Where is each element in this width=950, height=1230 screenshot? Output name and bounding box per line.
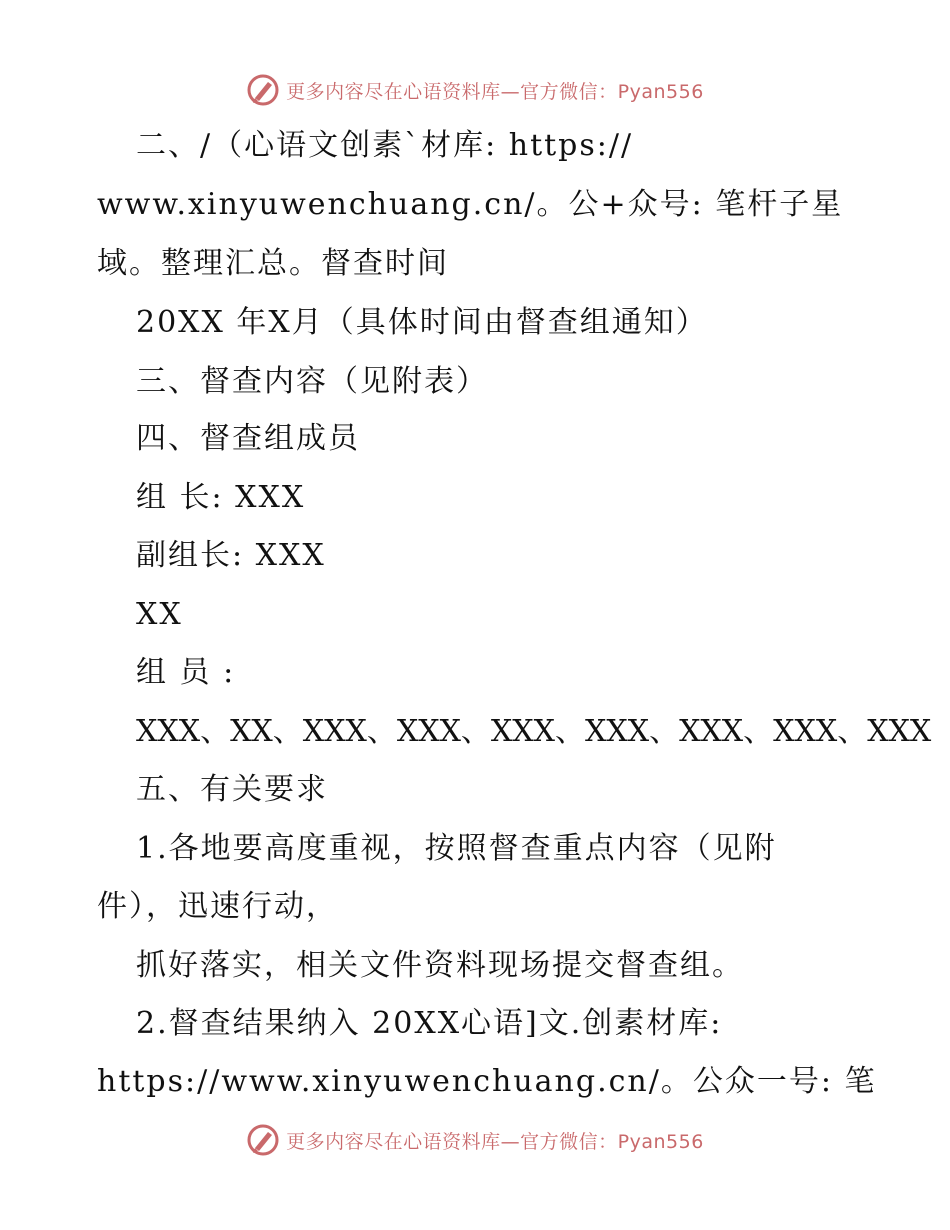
- body-line-1: 二、/（心语文创素`材库: https://: [136, 128, 634, 163]
- body-line-2: www.xinyuwenchuang.cn/。公+众号: 笔杆子星: [97, 187, 844, 222]
- pen-logo-icon: [246, 73, 280, 107]
- body-line-12: 五、有关要求: [136, 772, 328, 807]
- footer-banner-text: 更多内容尽在心语资料库—官方微信：Pyan556: [286, 1130, 704, 1153]
- header-banner-text: 更多内容尽在心语资料库—官方微信：Pyan556: [286, 80, 704, 103]
- body-line-7: 组 长: XXX: [136, 480, 306, 515]
- body-line-10: 组 员 :: [136, 655, 236, 690]
- body-line-6: 四、督查组成员: [136, 421, 360, 456]
- body-line-3: 域。整理汇总。督查时间: [97, 246, 449, 281]
- body-line-4: 20XX 年X月（具体时间由督查组通知）: [136, 305, 708, 340]
- body-line-9: XX: [136, 597, 183, 632]
- body-line-14: 件），迅速行动，: [97, 889, 338, 924]
- body-line-8: 副组长: XXX: [136, 538, 326, 573]
- header-banner: [0, 70, 950, 110]
- body-line-15: 抓好落实，相关文件资料现场提交督查组。: [136, 948, 744, 983]
- body-line-17: https://www.xinyuwenchuang.cn/。公众一号: 笔: [97, 1064, 877, 1099]
- body-line-16: 2.督查结果纳入 20XX心语]文.创素材库:: [136, 1006, 723, 1041]
- body-line-13: 1.各地要高度重视，按照督查重点内容（见附: [136, 831, 777, 866]
- footer-banner: [0, 1120, 950, 1160]
- body-line-11: XXX、XX、XXX、XXX、XXX、XXX、XXX、XXX、XXX: [136, 714, 932, 749]
- pen-logo-icon: [246, 1123, 280, 1157]
- body-line-5: 三、督查内容（见附表）: [136, 364, 488, 399]
